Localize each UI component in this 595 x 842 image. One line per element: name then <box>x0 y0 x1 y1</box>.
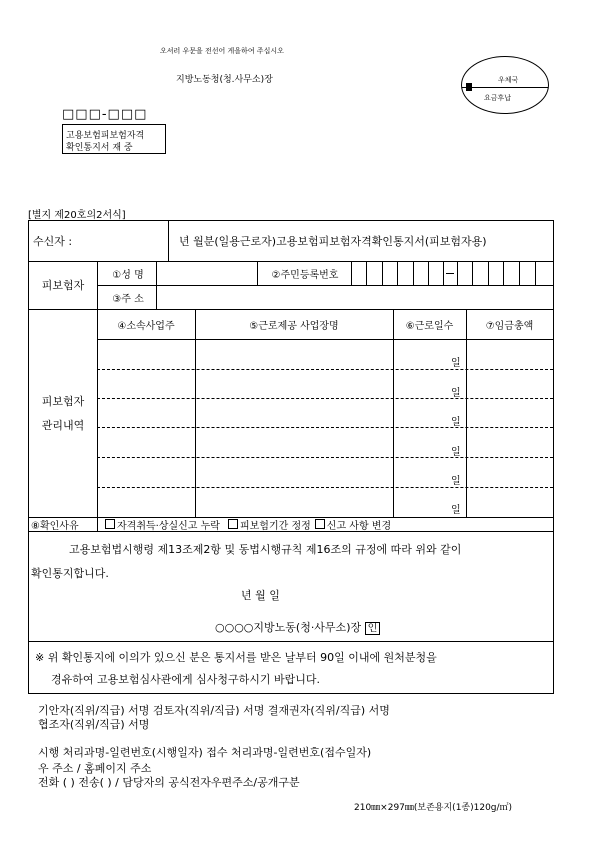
form-title: 년 월분(일용근로자)고용보험피보험자격확인통지서(피보험자용) <box>179 235 487 248</box>
day-unit: 일 <box>451 447 461 458</box>
doc-name-line-2: 확인통지서 재 중 <box>66 143 133 153</box>
reason-checkbox-1[interactable] <box>105 519 115 529</box>
column-header-employer: ④소속사업주 <box>117 320 175 332</box>
name-label: ①성 명 <box>112 269 144 281</box>
column-header-workplace: ⑤근로제공 사업장명 <box>249 320 339 332</box>
envelope-recipient: 지방노동청(청.사무소)장 <box>176 75 273 85</box>
reason-option-3: 신고 사항 변경 <box>326 520 392 532</box>
day-unit: 일 <box>451 505 461 516</box>
notice-line-2: 경유하여 고용보험심사관에게 심사청구하시기 바랍니다. <box>51 673 321 686</box>
postage-divider <box>462 87 548 88</box>
body-line-1: 고용보험법시행령 제13조제2항 및 동법시행규칙 제16조의 규정에 따라 위와 같이 <box>69 543 462 556</box>
postage-label-2: 요금후납 <box>484 94 512 102</box>
management-label-line-2: 관리내역 <box>41 419 85 432</box>
form-label: [별지 제20호의2서식] <box>28 210 126 221</box>
envelope-note: 오셔러 우문을 전선어 게을하여 주십시오 <box>160 47 284 55</box>
rrn-label: ②주민등록번호 <box>271 269 339 281</box>
day-unit: 일 <box>451 358 461 369</box>
footer-line-1: 기안자(직위/직급) 서명 검토자(직위/직급) 서명 결재권자(직위/직급) 서명 <box>38 704 390 717</box>
seal-mark: 인 <box>365 622 381 635</box>
postal-code-boxes: □□□-□□□ <box>62 107 148 122</box>
issuer-line <box>215 619 380 635</box>
footer-line-5: 전화 ( ) 전송( ) / 담당자의 공식전자우편주소/공개구분 <box>38 776 300 789</box>
reason-options <box>105 517 391 531</box>
form-table <box>28 220 554 694</box>
day-unit: 일 <box>451 476 461 487</box>
body-line-2: 확인통지합니다. <box>31 567 109 580</box>
reason-label: ⑧확인사유 <box>31 520 79 532</box>
issuer-name: ○○○○지방노동(청·사무소)장 <box>215 621 362 634</box>
day-unit: 일 <box>451 388 461 399</box>
postage-stamp-circle <box>461 56 549 114</box>
address-label: ③주 소 <box>112 293 144 305</box>
footer-line-4: 우 주소 / 홈페이지 주소 <box>38 762 152 775</box>
column-header-workdays: ⑥근로일수 <box>405 320 454 332</box>
reason-option-2: 피보험기간 정정 <box>239 520 311 532</box>
day-unit: 일 <box>451 417 461 428</box>
management-label-line-1: 피보험자 <box>41 395 85 408</box>
reason-checkbox-3[interactable] <box>315 519 325 529</box>
footer-line-3: 시행 처리과명-일련번호(시행일자) 접수 처리과명-일련번호(접수일자) <box>38 746 372 759</box>
column-header-wages: ⑦임금총액 <box>485 320 534 332</box>
postage-label-1: 우체국 <box>498 76 519 84</box>
reason-checkbox-2[interactable] <box>228 519 238 529</box>
management-label <box>29 309 97 517</box>
insured-label: 피보험자 <box>41 279 85 292</box>
recipient-label: 수신자 : <box>33 235 73 248</box>
paper-spec: 210㎜×297㎜(보존용지(1종)120g/㎡) <box>354 803 513 813</box>
postage-mark <box>466 83 472 91</box>
doc-name-line-1: 고용보험피보험자격 <box>66 131 145 141</box>
envelope-doc-name-box <box>62 124 166 154</box>
date-line: 년 월 일 <box>241 589 280 602</box>
reason-option-1: 자격취득·상실신고 누락 <box>117 520 220 532</box>
footer-line-2: 협조자(직위/직급) 서명 <box>38 718 150 731</box>
notice-line-1: ※ 위 확인통지에 이의가 있으신 분은 통지서를 받은 날부터 90일 이내에 원처분청을 <box>35 651 437 664</box>
